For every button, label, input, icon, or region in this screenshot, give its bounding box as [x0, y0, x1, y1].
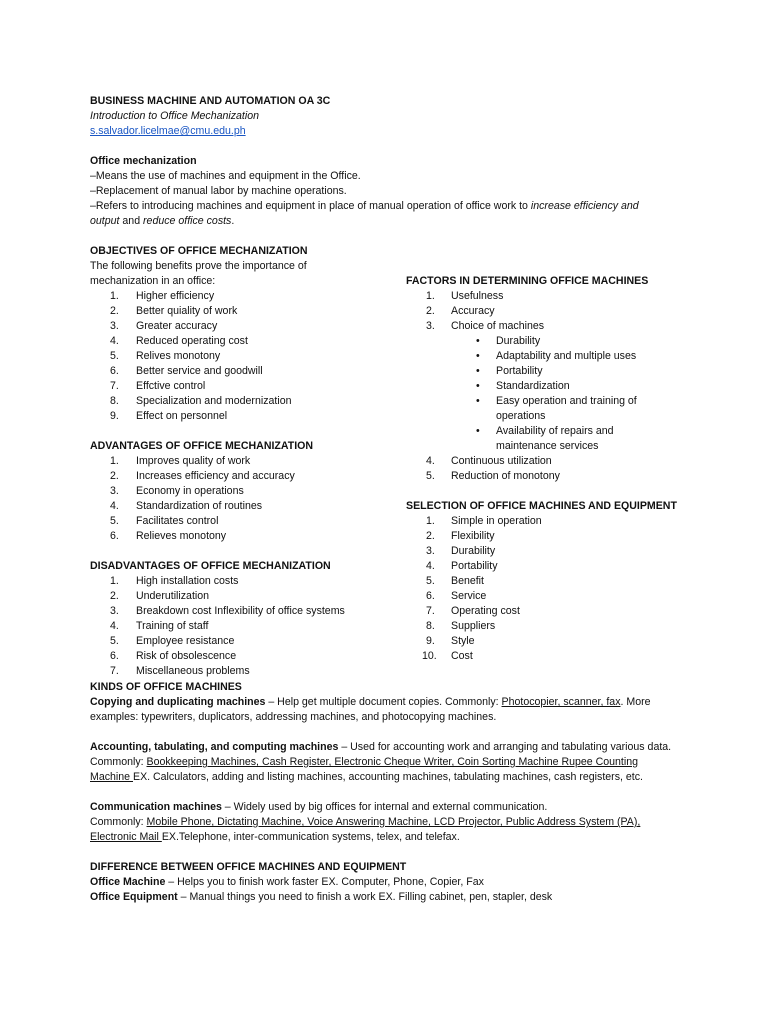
kinds-accounting-examples: Machine EX. Calculators, adding and listing machines, accounting machines, tabulating machines, cash registers, etc.	[90, 771, 643, 783]
list-item: 1. High installation costs	[110, 575, 239, 587]
document-title: BUSINESS MACHINE AND AUTOMATION OA 3C	[90, 95, 331, 107]
machine-choice-bullets	[406, 334, 686, 454]
left-column	[90, 244, 390, 679]
advantages-list	[90, 454, 390, 544]
kinds-copying-examples: examples: typewriters, duplicators, addressing machines, and photocopying machines.	[90, 711, 497, 723]
list-item: 2. Increases efficiency and accuracy	[110, 470, 295, 482]
email-link[interactable]: s.salvador.licelmae@cmu.edu.ph	[90, 125, 246, 137]
difference-machine: Office Machine – Helps you to finish work faster EX. Computer, Phone, Copier, Fax	[90, 876, 484, 888]
kinds-copying: Copying and duplicating machines – Help get multiple document copies. Commonly: Photocopier, scanner, fax. More	[90, 696, 651, 708]
document-subtitle: Introduction to Office Mechanization	[90, 110, 260, 122]
list-item: 7. Effctive control	[110, 380, 206, 392]
list-item: 3. Breakdown cost Inflexibility of office systems	[110, 605, 345, 617]
mechanization-heading: Office mechanization	[90, 155, 197, 167]
objectives-intro: The following benefits prove the importance of	[90, 260, 307, 272]
factors-heading: FACTORS IN DETERMINING OFFICE MACHINES	[406, 275, 649, 287]
list-item: 2. Better quiality of work	[110, 305, 238, 317]
objectives-heading: OBJECTIVES OF OFFICE MECHANIZATION	[90, 245, 308, 257]
list-item: 6. Risk of obsolescence	[110, 650, 237, 662]
factors-list-continued	[406, 454, 686, 484]
list-item: 4. Reduced operating cost	[110, 335, 248, 347]
selection-list	[406, 514, 686, 664]
list-item: 3. Choice of machines	[426, 320, 545, 332]
list-item: 4. Standardization of routines	[110, 500, 263, 512]
list-item: 9. Effect on personnel	[110, 410, 228, 422]
mechanization-line: –Means the use of machines and equipment in the Office.	[90, 170, 361, 182]
kinds-heading: KINDS OF OFFICE MACHINES	[90, 681, 242, 693]
list-item: 5. Facilitates control	[110, 515, 219, 527]
bullet-item: • Adaptability and multiple uses	[476, 350, 637, 362]
mechanization-line: –Refers to introducing machines and equipment in place of manual operation of office work to increase efficiency and	[90, 200, 639, 212]
list-item: 3. Economy in operations	[110, 485, 244, 497]
factors-list	[406, 289, 686, 334]
list-item: 4. Continuous utilization	[426, 455, 552, 467]
objectives-list	[90, 289, 390, 424]
list-item: 2. Flexibility	[426, 530, 495, 542]
difference-equipment: Office Equipment – Manual things you need to finish a work EX. Filling cabinet, pen, stapler, desk	[90, 891, 553, 903]
list-item: 1. Higher efficiency	[110, 290, 215, 302]
kinds-communication-common: Commonly: Mobile Phone, Dictating Machine, Voice Answering Machine, LCD Projector, Public Address System (PA),	[90, 816, 641, 828]
list-item: 5. Reduction of monotony	[426, 470, 560, 482]
list-item: 4. Portability	[426, 560, 498, 572]
bullet-item: • Availability of repairs and maintenance services	[476, 425, 614, 452]
kinds-accounting: Accounting, tabulating, and computing machines – Used for accounting work and arranging and tabulating various data.	[90, 741, 672, 753]
list-item: 3. Greater accuracy	[110, 320, 218, 332]
bullet-item: • Easy operation and training of operations	[476, 395, 637, 422]
objectives-intro: mechanization in an office:	[90, 275, 216, 287]
list-item: 7. Operating cost	[426, 605, 520, 617]
list-item: 9. Style	[426, 635, 475, 647]
bullet-item: • Portability	[476, 365, 543, 377]
disadvantages-list	[90, 574, 390, 679]
selection-heading: SELECTION OF OFFICE MACHINES AND EQUIPMENT	[406, 500, 677, 512]
list-item: 3. Durability	[426, 545, 496, 557]
two-column-section	[90, 244, 680, 677]
right-column	[406, 244, 686, 664]
advantages-heading: ADVANTAGES OF OFFICE MECHANIZATION	[90, 440, 314, 452]
list-item: 5. Relives monotony	[110, 350, 221, 362]
list-item: 8. Suppliers	[426, 620, 496, 632]
list-item: 5. Benefit	[426, 575, 484, 587]
kinds-communication: Communication machines – Widely used by big offices for internal and external communication.	[90, 801, 548, 813]
bullet-item: • Standardization	[476, 380, 570, 392]
list-item: 6. Relieves monotony	[110, 530, 227, 542]
list-item: 2. Underutilization	[110, 590, 210, 602]
list-item: 10. Cost	[422, 650, 473, 662]
list-item: 6. Service	[426, 590, 487, 602]
document-page	[90, 94, 680, 905]
disadvantages-heading: DISADVANTAGES OF OFFICE MECHANIZATION	[90, 560, 331, 572]
list-item: 2. Accuracy	[426, 305, 495, 317]
difference-heading: DIFFERENCE BETWEEN OFFICE MACHINES AND EQUIPMENT	[90, 861, 407, 873]
list-item: 8. Specialization and modernization	[110, 395, 292, 407]
list-item: 1. Simple in operation	[426, 515, 542, 527]
kinds-accounting-common: Commonly: Bookkeeping Machines, Cash Register, Electronic Cheque Writer, Coin Sorting Machine Rupee Counting	[90, 756, 639, 768]
bullet-item: • Durability	[476, 335, 541, 347]
list-item: 6. Better service and goodwill	[110, 365, 263, 377]
list-item: 5. Employee resistance	[110, 635, 235, 647]
mechanization-line: output and reduce office costs.	[90, 215, 235, 227]
mechanization-line: –Replacement of manual labor by machine operations.	[90, 185, 347, 197]
list-item: 7. Miscellaneous problems	[110, 665, 250, 677]
kinds-communication-examples: Electronic Mail EX.Telephone, inter-communication systems, telex, and telefax.	[90, 831, 460, 843]
list-item: 1. Improves quality of work	[110, 455, 251, 467]
list-item: 4. Training of staff	[110, 620, 209, 632]
list-item: 1. Usefulness	[426, 290, 504, 302]
